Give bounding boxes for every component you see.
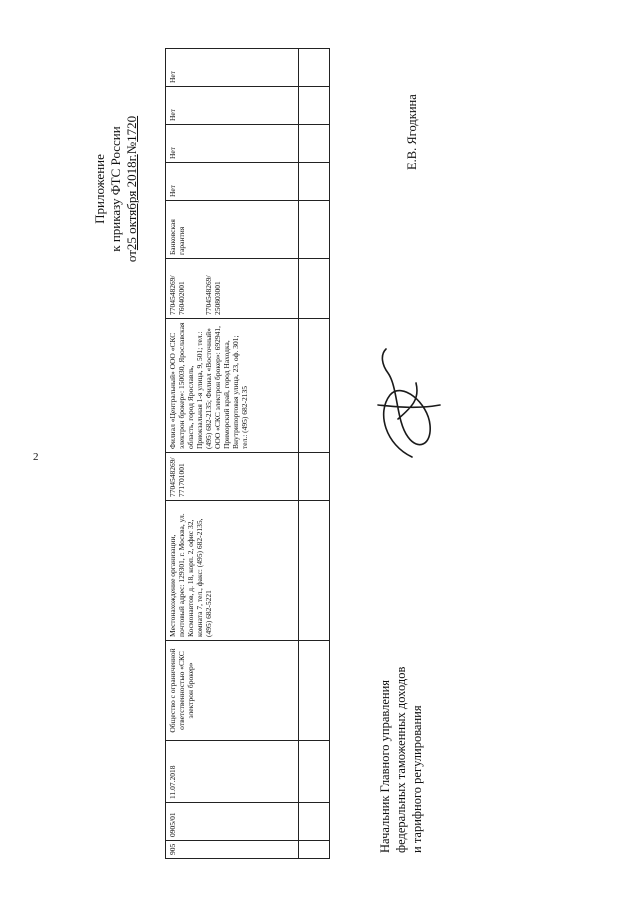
empty-cell [299,319,330,453]
appendix-title: Приложение [92,154,107,224]
empty-cell [299,125,330,163]
branch-inn-kpp-2: 7704548269/ 250803001 [204,275,222,315]
cell-org-name: Общество с ограниченной ответственностью «СКС электрон брокер» [166,641,299,741]
cell-index: 905 [166,841,299,859]
cell-flag-3: Нет [166,87,299,125]
empty-cell [299,841,330,859]
position-line-1: Начальник Главного управления [378,679,392,853]
cell-flag-1: Нет [166,163,299,201]
appendix-date-prefix: от [124,250,139,263]
appendix-date: 25 октября 2018г. [124,154,139,251]
appendix-number: 1720 [124,115,139,142]
cell-branches: Филиал «Центральный» ООО «СКС электрон брокер»: 150030, Ярославская область, город Ярославль, Приокзальная 1-я улица, 9, 501; тел.: (495) 682-2135; Филиал «Восточный» ООО «СКС электрон брокер»: 692941, Приморский край, город Находка, Внутрипортовая улица, 23, оф. 301; тел.: (495) 682-2135 [166,319,299,453]
empty-cell [299,641,330,741]
empty-cell [299,259,330,319]
empty-cell [299,163,330,201]
position-line-2: федеральных таможенных доходов [394,666,408,853]
branch-inn-kpp-1: 7704548269/ 760402001 [168,275,186,315]
empty-cell [299,201,330,259]
cell-date: 11.07.2018 [166,741,299,803]
appendix-number-prefix: № [124,141,139,155]
appendix-order-ref: к приказу ФТС России [108,126,123,252]
empty-cell [299,501,330,641]
page-number: 2 [33,451,39,463]
handwritten-signature [368,345,448,465]
empty-cell [299,453,330,501]
cell-flag-4: Нет [166,49,299,87]
cell-reg-number: 0905/01 [166,803,299,841]
position-line-3: и тарифного регулирования [410,705,424,853]
empty-cell [299,741,330,803]
appendix-date-line [124,69,140,309]
empty-cell [299,803,330,841]
cell-inn-kpp: 7704548269/ 771701001 [166,453,299,501]
registry-table [165,48,330,859]
cell-address: Местонахождение организации, почтовый адрес: 129301, г. Москва, ул. Космонавтов, д. 18, корп. 2, офис 32, комната 7, тел., факс: (495) 682-2135, (495) 682-5221 [166,501,299,641]
empty-cell [299,49,330,87]
table-row [299,49,330,859]
cell-security: Банковская гарантия [166,201,299,259]
table-row [166,49,299,859]
appendix-header [92,69,140,309]
signatory-position [377,667,425,853]
cell-branch-inn-kpp [166,259,299,319]
cell-flag-2: Нет [166,125,299,163]
signatory-name: Е.В. Ягодкина [405,94,419,170]
empty-cell [299,87,330,125]
